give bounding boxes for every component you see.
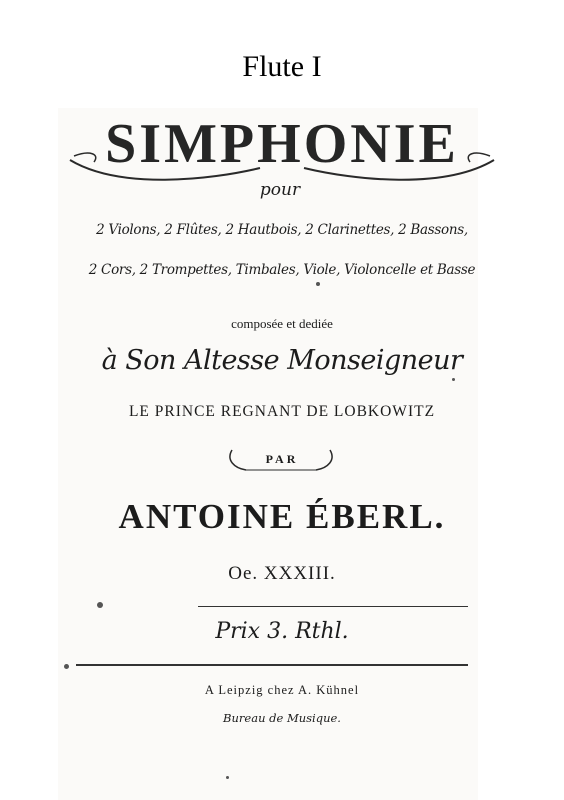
bureau-line: Bureau de Musique. xyxy=(223,711,341,725)
divider-rule xyxy=(76,664,468,666)
divider-rule xyxy=(198,606,468,607)
ink-speck xyxy=(97,602,103,608)
ink-speck xyxy=(452,378,455,381)
part-label: Flute I xyxy=(242,50,322,83)
instruments-line-1: 2 Violons, 2 Flûtes, 2 Hautbois, 2 Clarinettes, 2 Bassons, xyxy=(96,222,468,238)
ink-speck xyxy=(316,282,320,286)
work-title: SIMPHONIE xyxy=(105,113,459,175)
price-text: Prix 3. Rthl. xyxy=(215,619,349,644)
opus-number: Oe. XXXIII. xyxy=(228,563,336,584)
ink-speck xyxy=(64,664,69,669)
ink-speck xyxy=(226,776,229,779)
pour-text: pour xyxy=(259,180,301,200)
prince-line: LE PRINCE REGNANT DE LOBKOWITZ xyxy=(128,403,436,420)
composed-dedicated-text: composée et dediée xyxy=(231,316,333,331)
publisher-line: A Leipzig chez A. Kühnel xyxy=(204,683,360,697)
par-text: PAR xyxy=(265,452,299,466)
composer-name: ANTOINE ÉBERL. xyxy=(118,497,446,536)
dedicatee-line: à Son Altesse Monseigneur xyxy=(101,345,463,376)
instruments-line-2: 2 Cors, 2 Trompettes, Timbales, Viole, Violoncelle et Basse xyxy=(88,262,476,278)
